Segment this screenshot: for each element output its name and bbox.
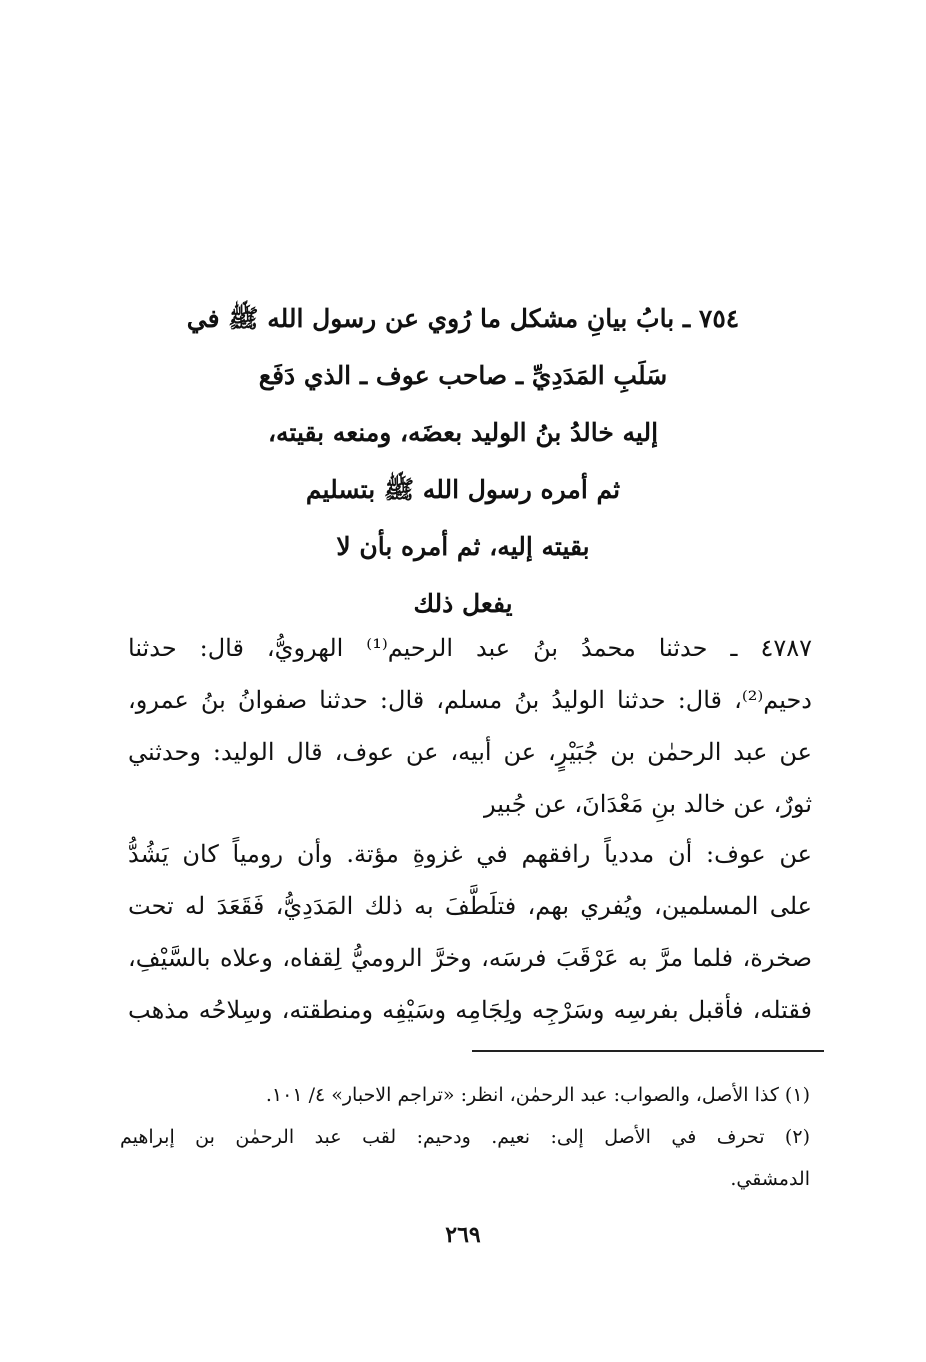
footnote-line: (٢) تحرف في الأصل إلى: نعيم. ودحيم: لقب عبد الرحمٰن بن إبراهيم bbox=[120, 1126, 810, 1148]
footnotes bbox=[120, 1074, 810, 1200]
text-line: عن عوف: أن مددياً رافقهم في غزوةِ مؤتة. وأن رومياً كان يَشُدُّ bbox=[128, 840, 812, 868]
hadith-isnad-paragraph bbox=[128, 622, 812, 830]
heading-line: سَلَبِ المَدَدِيِّ ـ صاحب عوف ـ الذي دَفَع bbox=[258, 361, 668, 390]
footnote-line: الدمشقي. bbox=[730, 1168, 810, 1190]
footnote-separator bbox=[472, 1050, 824, 1052]
footnote-line: (١) كذا الأصل، والصواب: عبد الرحمٰن، انظر: «تراجم الاحبار» ٤/ ١٠١. bbox=[265, 1084, 810, 1106]
text-line: صخرة، فلما مرَّ به عَرْقَبَ فرسَه، وخرَّ الروميُّ لِقفاه، وعلاه بالسَّيْفِ، bbox=[128, 944, 812, 972]
heading-line: إليه خالدُ بنُ الوليد بعضَه، ومنعه بقيته، bbox=[267, 418, 659, 447]
text-line: ٤٧٨٧ ـ حدثنا محمدُ بنُ عبد الرحيم⁽¹⁾ الهرويُّ، قال: حدثنا bbox=[128, 634, 812, 662]
text-line: فقتله، فأقبل بفرسِه وسَرْجِه ولِجَامِه وسَيْفِه ومنطقته، وسِلاحُه مذهب bbox=[128, 996, 812, 1024]
chapter-heading bbox=[120, 290, 806, 632]
text-line: على المسلمين، ويُفري بهم، فتلَطَّفَ به ذلك المَدَدِيُّ، فَقَعَدَ له تحت bbox=[128, 892, 812, 920]
hadith-matn-paragraph bbox=[128, 828, 812, 1036]
text-line: دحيم⁽²⁾، قال: حدثنا الوليدُ بنُ مسلم، قال: حدثنا صفوانُ بنُ عمرو، bbox=[128, 686, 812, 714]
heading-line: ٧٥٤ ـ بابُ بيانِ مشكل ما رُوي عن رسول الله ﷺ في bbox=[186, 304, 740, 333]
heading-line: ثم أمره رسول الله ﷺ بتسليم bbox=[305, 475, 621, 504]
heading-line: بقيته إليه، ثم أمره بأن لا bbox=[336, 532, 590, 561]
heading-line: يفعل ذلك bbox=[413, 589, 513, 618]
page-number: ٢٦٩ bbox=[445, 1222, 481, 1248]
text-line: عن عبد الرحمٰن بن جُبَيْرٍ، عن أبيه، عن عوف، قال الوليد: وحدثني bbox=[128, 738, 812, 766]
text-line: ثورٌ، عن خالد بنِ مَعْدَانَ، عن جُبير bbox=[483, 790, 812, 818]
